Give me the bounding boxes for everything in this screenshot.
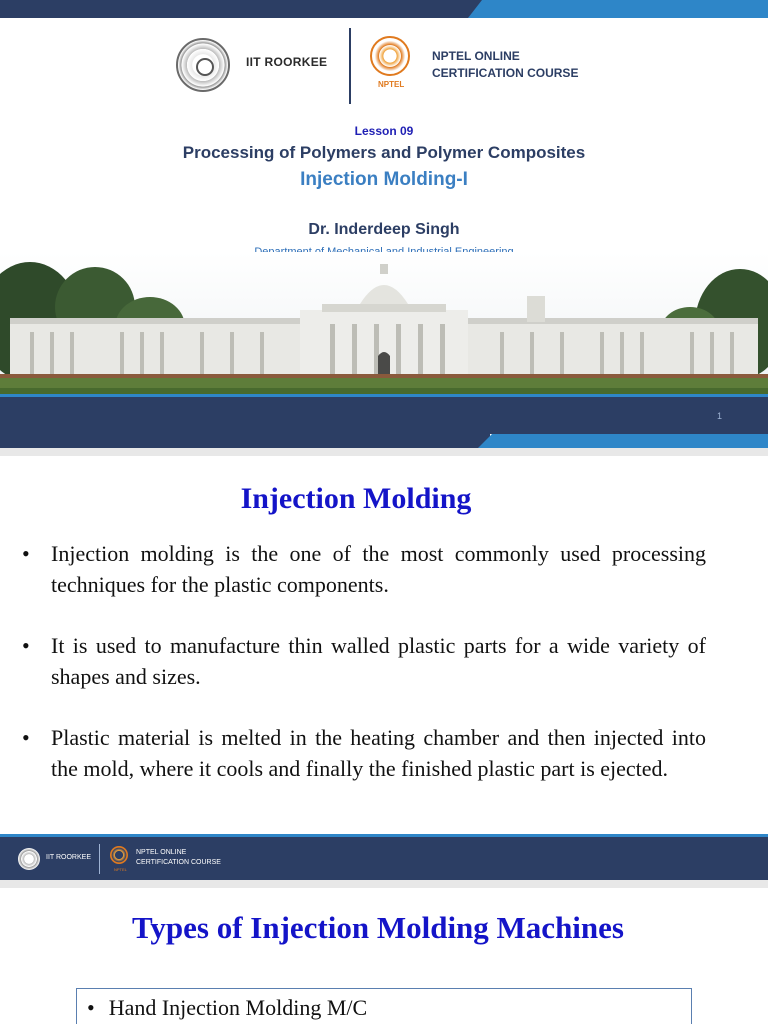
- footer-divider: [99, 844, 100, 874]
- logo-divider: [349, 28, 351, 104]
- logo-row: [0, 28, 768, 104]
- bullet-list: [22, 538, 706, 814]
- instructor-name: Dr. Inderdeep Singh: [308, 221, 460, 238]
- bullet-icon: •: [22, 633, 30, 658]
- lesson-number: Lesson 09: [354, 124, 414, 138]
- list-item: [22, 722, 706, 784]
- title-slide: [0, 0, 768, 448]
- nptel-logo-icon: [370, 36, 410, 76]
- bullet-icon: •: [22, 541, 30, 566]
- list-item: [22, 630, 706, 692]
- lecture-title: Injection Molding-I: [300, 169, 468, 190]
- slide-title: Types of Injection Molding Machines: [132, 910, 624, 945]
- main-building-photo: [0, 252, 768, 394]
- bullet-icon: •: [22, 725, 30, 750]
- list-item: [22, 538, 706, 600]
- footer-nptel-line-2: CERTIFICATION COURSE: [136, 859, 221, 866]
- slide-footer: [0, 834, 768, 880]
- nptel-logo-icon: [110, 846, 128, 864]
- bullet-icon: •: [87, 995, 95, 1020]
- title-footer-band: [0, 394, 768, 434]
- content-slide-injection-molding: [0, 448, 768, 880]
- list-item: [87, 995, 367, 1021]
- nptel-logo-label: NPTEL: [378, 80, 405, 89]
- nptel-line-1: NPTEL ONLINE: [432, 49, 520, 63]
- content-slide-machine-types: [0, 880, 768, 1024]
- bottom-bar: [0, 434, 490, 448]
- footer-institute-name: IIT ROORKEE: [46, 854, 91, 861]
- iit-roorkee-seal-icon: [176, 38, 230, 92]
- top-header-accent: [468, 0, 768, 18]
- bullet-text: It is used to manufacture thin walled plastic parts for a wide variety of shapes and sizes.: [51, 633, 706, 689]
- footer-nptel-line-1: NPTEL ONLINE: [136, 849, 187, 856]
- nptel-line-2: CERTIFICATION COURSE: [432, 66, 579, 80]
- item-text: Hand Injection Molding M/C: [108, 995, 368, 1020]
- page-number: 1: [716, 411, 722, 421]
- bullet-text: Injection molding is the one of the most commonly used processing techniques for the plastic components.: [51, 541, 706, 597]
- nptel-course-text: [432, 48, 578, 82]
- footer-nptel-logo-label: NPTEL: [114, 867, 127, 872]
- institute-name: IIT ROORKEE: [246, 55, 328, 69]
- bullet-text: Plastic material is melted in the heating chamber and then injected into the mold, where it cools and finally the finished plastic part is ejected.: [51, 725, 706, 781]
- slide-title: Injection Molding: [240, 482, 472, 515]
- footer-nptel-text: [136, 848, 221, 868]
- bottom-bar-accent: [478, 434, 768, 448]
- iit-roorkee-seal-icon: [18, 848, 40, 870]
- course-title: Processing of Polymers and Polymer Composites: [182, 143, 586, 162]
- machine-types-box: [76, 988, 692, 1024]
